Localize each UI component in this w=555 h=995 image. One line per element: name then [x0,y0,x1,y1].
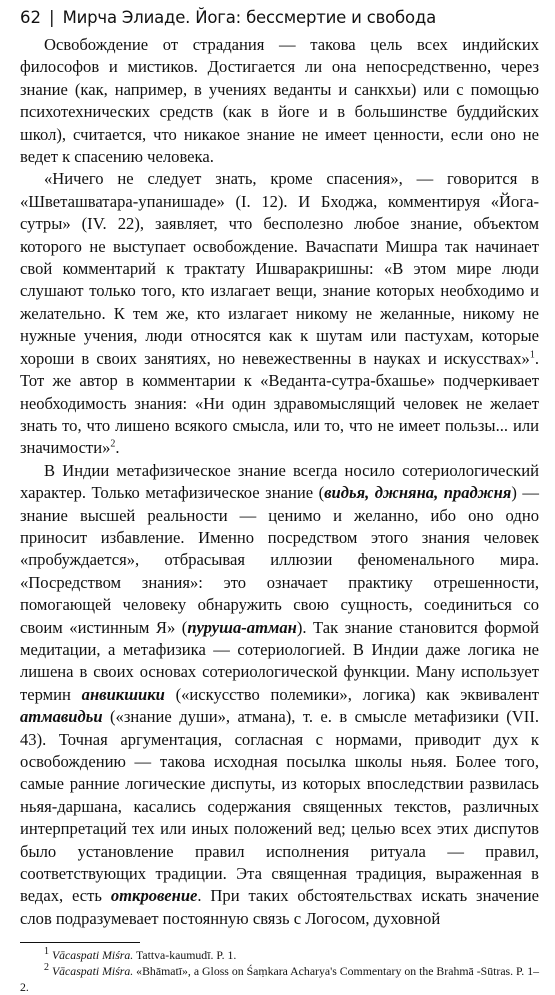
paragraph [20,460,539,931]
emphasis-term: Vācaspati Miśra. [51,948,134,963]
emphasis-term: откровение [110,886,198,906]
footnote-marker: 1 [44,946,49,958]
footnotes [20,947,539,995]
text-run: В Индии метафизическое знание всегда носило сотериологический характер. Только метафизическое знание ( [20,460,539,503]
running-title: Мирча Элиаде. Йога: бессмертие и свобода [62,8,436,27]
text-run: («искусство полемики», логика) как эквивалент [164,684,539,704]
emphasis-term: видья, джняна, праджня [324,483,512,503]
text-run: ) — знание высшей реальности — ценимо и желанно, ибо оно одно приносит избавление. Именно посредством этого знания человек «пробуждается», отбрасывая иллюзии феноменального мира. «Посредством знания»: это означает практику отрешенности, помогающей человеку обнаружить свою сущность, соединиться со своим «истинным Я» ( [20,483,539,637]
paragraph [20,34,539,168]
footnote-marker: 2 [44,962,49,974]
text-run: Tattva-kaumudī. P. 1. [133,948,237,963]
text-run: . [115,438,120,458]
emphasis-term: Vācaspati Miśra. [51,964,134,979]
footnote-rule [20,942,140,943]
header-separator: | [49,8,55,27]
page-number: 62 [20,8,41,27]
paragraph [20,168,539,459]
emphasis-term: анвикшики [81,684,165,704]
footnote [20,963,539,995]
text-run: («знание души», атмана), т. е. в смысле метафизики (VII. 43). Точная аргументация, согласная с нормами, приводит дух к освобождению — такова исходная посылка школы ньяя. Более того, самые ранние логические диспуты, из которых впоследствии развилась ньяя-даршана, касались содержания священных текстов, различных интерпретаций тех или иных положений вед; целью всех этих диспутов было установление правил исполнения ритуала — правил, соответствующих традиции. Эта священная традиция, выраженная в ведах, есть [20,707,539,906]
text-run: «Bhāmatī», a Gloss on Śaṃkara Acharya's Commentary on the Brahmā -Sūtras. P. 1–2. [20,964,539,995]
text-run: Освобождение от страдания — такова цель всех индийских философов и мистиков. Достигается ли она непосредственно, через знание (как, например, в учениях веданты и санкхьи) или с помощью психотехнических средств (как в йоге и в большинстве буддийских школ), считается, что никакое знание не имеет ценности, если оно не ведет к спасению человека. [20,35,539,167]
footnote [20,947,539,963]
footnote-marker: 1 [529,349,535,361]
body-text [20,34,539,930]
text-run: . Тот же автор в комментарии к «Веданта-сутра-бхашье» подчеркивает необходимость знания: «Ни один здравомыслящий человек не желает знать то, что лишено всякого смысла, или то, что не имеет пользы... или значимости» [20,348,539,458]
text-run: «Ничего не следует знать, кроме спасения», — говорится в «Шветашватара-упанишаде» (I. 12). И Бходжа, комментируя «Йога-сутры» (IV. 22), заявляет, что бесполезно любое знание, объектом которого не выступает освобождение. Вачаспати Мишра так начинает свой комментарий к трактату Ишваракришны: «В этом мире люди слушают только того, кто излагает вещи, знание которых необходимо и желательно. К тем же, кто излагает никому не желанные, никому не нужные учения, люди относятся как к шутам или пастухам, которые хороши в своих занятиях, но невежественны в науках и искусствах» [20,169,539,368]
emphasis-term: пуруша-атман [187,617,297,637]
footnote-marker: 2 [110,438,116,450]
text-run: . При таких обстоятельствах искать значение слов подразумевает постоянную связь с Логосом, духовной [20,886,539,928]
text-run: ). Так знание становится формой медитации, а метафизика — сотериологией. В Индии даже логика не лишена в своих основах сотериологической функции. Ману использует термин [20,617,539,704]
running-header [20,6,539,30]
emphasis-term: атмавидьи [20,707,103,727]
